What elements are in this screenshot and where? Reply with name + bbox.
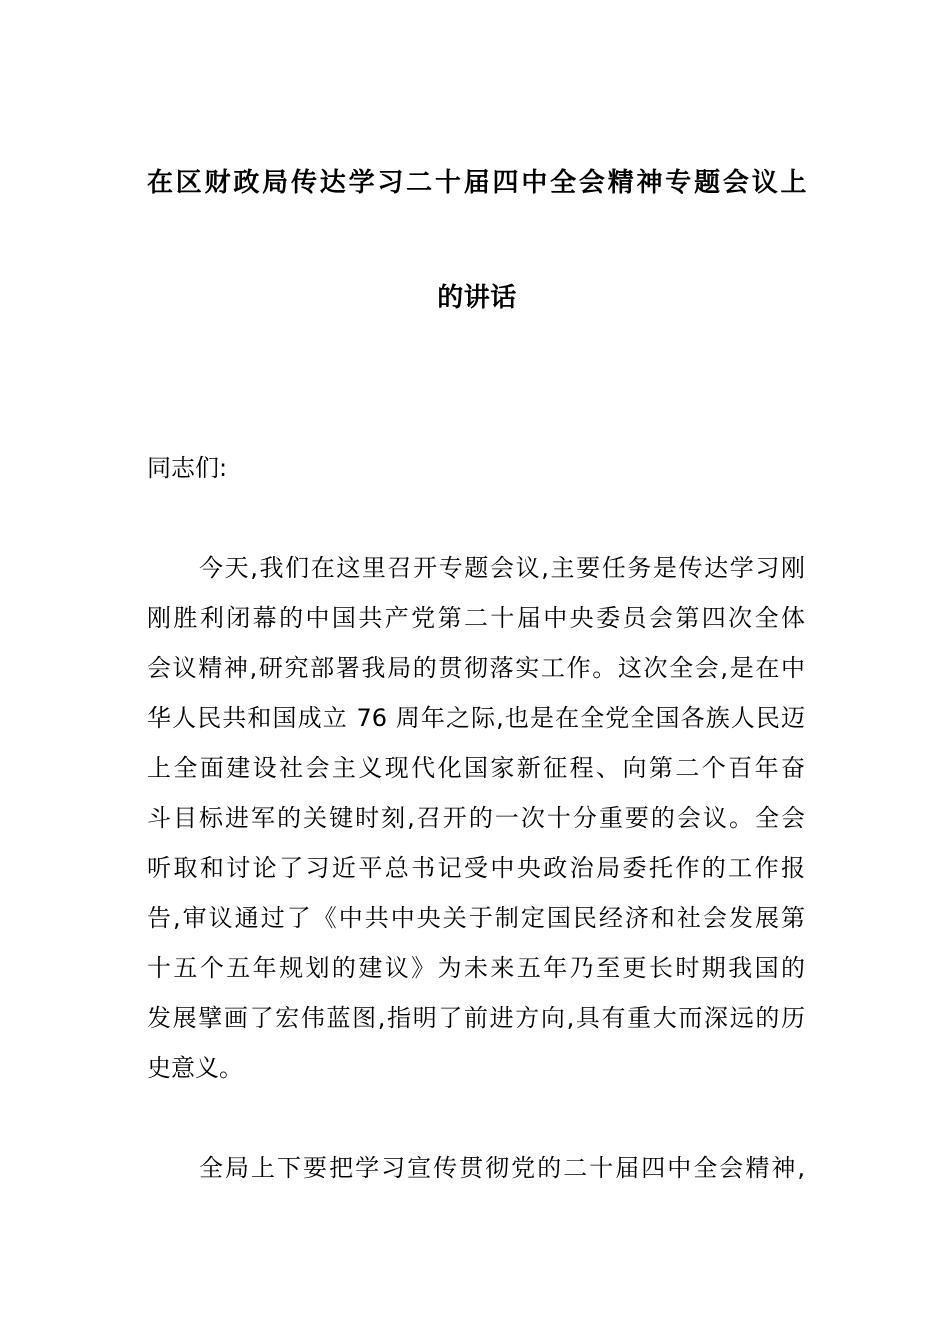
paragraph-1 bbox=[147, 543, 805, 1093]
paragraph-line: 今天,我们在这里召开专题会议,主要任务是传达学习刚 bbox=[199, 554, 805, 582]
paragraph-line: 上全面建设社会主义现代化国家新征程、向第二个百年奋 bbox=[147, 754, 805, 782]
paragraph-line: 告,审议通过了《中共中央关于制定国民经济和社会发展第 bbox=[147, 904, 805, 932]
paragraph-line: 华人民共和国成立 76 周年之际,也是在全党全国各族人民迈 bbox=[147, 704, 805, 732]
paragraph-line: 刚胜利闭幕的中国共产党第二十届中央委员会第四次全体 bbox=[147, 604, 805, 632]
paragraph-line: 会议精神,研究部署我局的贯彻落实工作。这次全会,是在中 bbox=[147, 654, 805, 682]
paragraph-line: 听取和讨论了习近平总书记受中央政治局委托作的工作报 bbox=[147, 854, 805, 882]
document-title-line-1: 在区财政局传达学习二十届四中全会精神专题会议上 bbox=[147, 168, 807, 198]
paragraph-line: 十五个五年规划的建议》为未来五年乃至更长时期我国的 bbox=[147, 954, 805, 982]
paragraph-line: 史意义。 bbox=[147, 1054, 243, 1082]
salutation: 同志们: bbox=[147, 454, 228, 482]
document-title-line-2: 的讲话 bbox=[437, 283, 517, 313]
paragraph-2 bbox=[147, 1143, 805, 1193]
paragraph-line: 斗目标进军的关键时刻,召开的一次十分重要的会议。全会 bbox=[147, 804, 805, 832]
paragraph-line: 发展擘画了宏伟蓝图,指明了前进方向,具有重大而深远的历 bbox=[147, 1004, 805, 1032]
paragraph-line: 全局上下要把学习宣传贯彻党的二十届四中全会精神, bbox=[199, 1154, 805, 1182]
